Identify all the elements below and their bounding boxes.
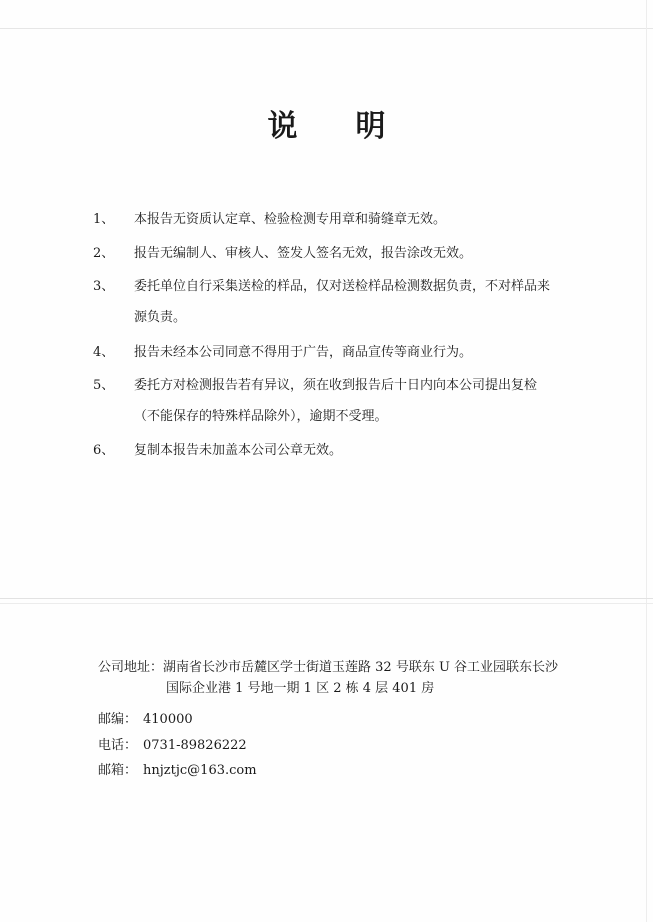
postcode-row (98, 712, 193, 728)
note-number: 5、 (93, 378, 115, 393)
phone-label: 电话： (98, 738, 138, 753)
address-row (98, 660, 558, 676)
phone-row (98, 738, 247, 754)
note-text: 本报告无资质认定章、检验检测专用章和骑缝章无效。 (134, 212, 447, 227)
page-title (0, 101, 653, 145)
email-row (98, 763, 257, 779)
note-number: 2、 (93, 246, 115, 261)
postcode-value: 410000 (143, 712, 193, 727)
scan-edge-top (0, 28, 653, 29)
note-number: 4、 (93, 345, 115, 360)
note-text: 复制本报告未加盖本公司公章无效。 (134, 443, 343, 458)
note-number: 1、 (93, 212, 115, 227)
note-number: 6、 (93, 443, 115, 458)
phone-value: 0731-89826222 (143, 738, 247, 753)
title-char-1: 说 (267, 109, 298, 144)
note-text-continued: （不能保存的特殊样品除外），逾期不受理。 (134, 409, 388, 424)
note-text: 委托单位自行采集送检的样品，仅对送检样品检测数据负责，不对样品来 (134, 279, 551, 294)
note-text: 报告未经本公司同意不得用于广告，商品宣传等商业行为。 (134, 345, 473, 360)
title-char-2: 明 (355, 109, 386, 144)
email-label: 邮箱： (98, 763, 138, 778)
email-value: hnjztjc@163.com (143, 763, 257, 778)
address-label: 公司地址： (98, 660, 164, 675)
page-divider (0, 598, 653, 604)
note-text: 报告无编制人、审核人、签发人签名无效，报告涂改无效。 (134, 246, 473, 261)
address-line-1: 湖南省长沙市岳麓区学士街道玉莲路 32 号联东 U 谷工业园联东长沙 (163, 660, 559, 675)
note-text: 委托方对检测报告若有异议，须在收到报告后十日内向本公司提出复检 (134, 378, 538, 393)
note-text-continued: 源负责。 (134, 310, 187, 325)
postcode-label: 邮编： (98, 712, 138, 727)
note-number: 3、 (93, 279, 115, 294)
address-line-2: 国际企业港 1 号地一期 1 区 2 栋 4 层 401 房 (166, 681, 435, 696)
